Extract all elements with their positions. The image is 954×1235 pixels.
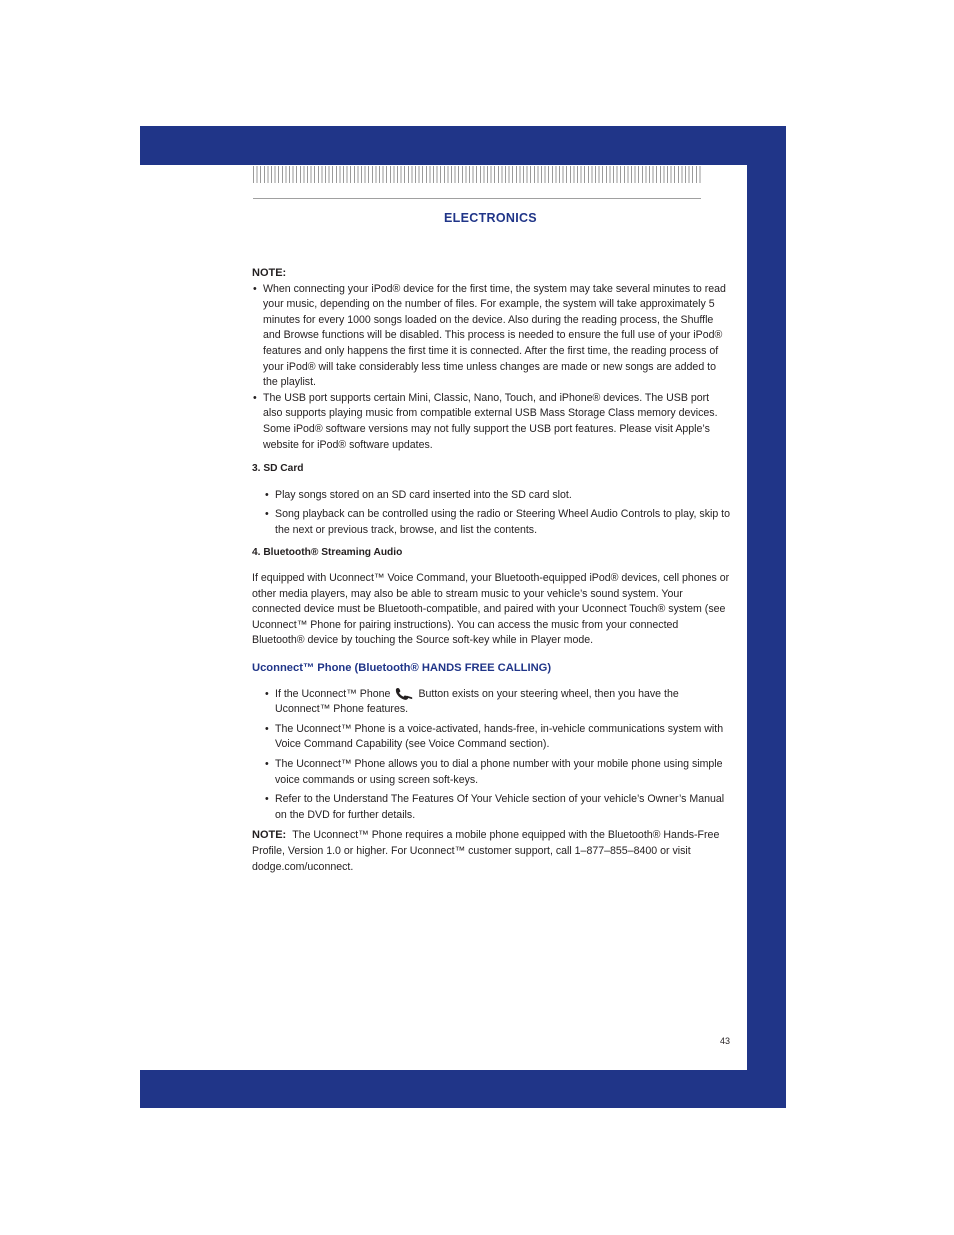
- uconnect-bullet: • The Uconnect™ Phone is a voice-activated, hands-free, in-vehicle communications system with Voice Command Capability (see Voice Command section).: [264, 722, 730, 753]
- sd-card-bullet: • Play songs stored on an SD card inserted into the SD card slot.: [264, 488, 730, 504]
- page-content: [252, 266, 730, 875]
- note-bullet: • The USB port supports certain Mini, Classic, Nano, Touch, and iPhone® devices. The USB port also supports playing music from compatible external USB Mass Storage Class memory devices. Some iPod® software versions may not fully support the USB port features. Please visit Apple’s website for iPod® software updates.: [252, 391, 730, 453]
- section-title: ELECTRONICS: [444, 211, 537, 225]
- uconnect-bullet-list: [264, 687, 730, 824]
- page-frame-right: [747, 126, 786, 1108]
- page-frame-top: [140, 126, 786, 165]
- sd-card-bullet: • Song playback can be controlled using the radio or Steering Wheel Audio Controls to play, skip to the next or previous track, browse, and list the contents.: [264, 507, 730, 538]
- uconnect-bullet-text: If the Uconnect™ Phone: [275, 687, 391, 700]
- header-rule: [253, 198, 701, 199]
- note-label: NOTE:: [252, 267, 287, 279]
- uconnect-phone-heading: Uconnect™ Phone (Bluetooth® HANDS FREE CALLING): [252, 662, 552, 675]
- decorative-tick-bar: [253, 166, 703, 183]
- uconnect-bullet-text: Button exists on your steering wheel, then you have the Uconnect™ Phone features.: [275, 687, 679, 716]
- phone-handset-icon: [394, 687, 414, 700]
- sd-card-bullet-list: [264, 488, 730, 539]
- uconnect-note: [252, 828, 730, 875]
- uconnect-bullet: • Refer to the Understand The Features Of Your Vehicle section of your vehicle’s Owner’s Manual on the DVD for further details.: [264, 792, 730, 823]
- bluetooth-audio-paragraph: If equipped with Uconnect™ Voice Command, your Bluetooth-equipped iPod® devices, cell phones or other media players, may also be able to stream music to your vehicle’s sound system. Your connected device must be Bluetooth-compatible, and paired with your Uconnect Touch® system (see Uconnect™ Phone for pairing instructions). You can access the music from your connected Bluetooth® device by touching the Source soft-key while in Player mode.: [252, 572, 730, 647]
- page-number: 43: [719, 1036, 730, 1046]
- bluetooth-audio-heading: 4. Bluetooth® Streaming Audio: [252, 546, 403, 558]
- note-bullet-list: [252, 282, 730, 454]
- uconnect-note-label: NOTE:: [252, 829, 287, 842]
- uconnect-note-text: The Uconnect™ Phone requires a mobile phone equipped with the Bluetooth® Hands-Free Profile, Version 1.0 or higher. For Uconnect™ customer support, call 1–877–855–8400 or visit dodge.com/uconnect.: [252, 829, 720, 873]
- uconnect-bullet: • The Uconnect™ Phone allows you to dial a phone number with your mobile phone using simple voice commands or using screen soft-keys.: [264, 757, 730, 788]
- note-bullet: • When connecting your iPod® device for the first time, the system may take several minutes to read your music, depending on the number of files. For example, the system will take approximately 5 minutes for every 1000 songs loaded on the device. Also during the reading process, the Shuffle and Browse functions will be disabled. This process is needed to ensure the full use of your iPod® features and only happens the first time it is connected. After the first time, the reading process of your iPod® will take considerably less time unless changes are made or new songs are added to the playlist.: [252, 282, 730, 391]
- page-frame-bottom: [140, 1070, 786, 1108]
- sd-card-heading: 3. SD Card: [252, 463, 304, 475]
- uconnect-bullet: [264, 687, 730, 718]
